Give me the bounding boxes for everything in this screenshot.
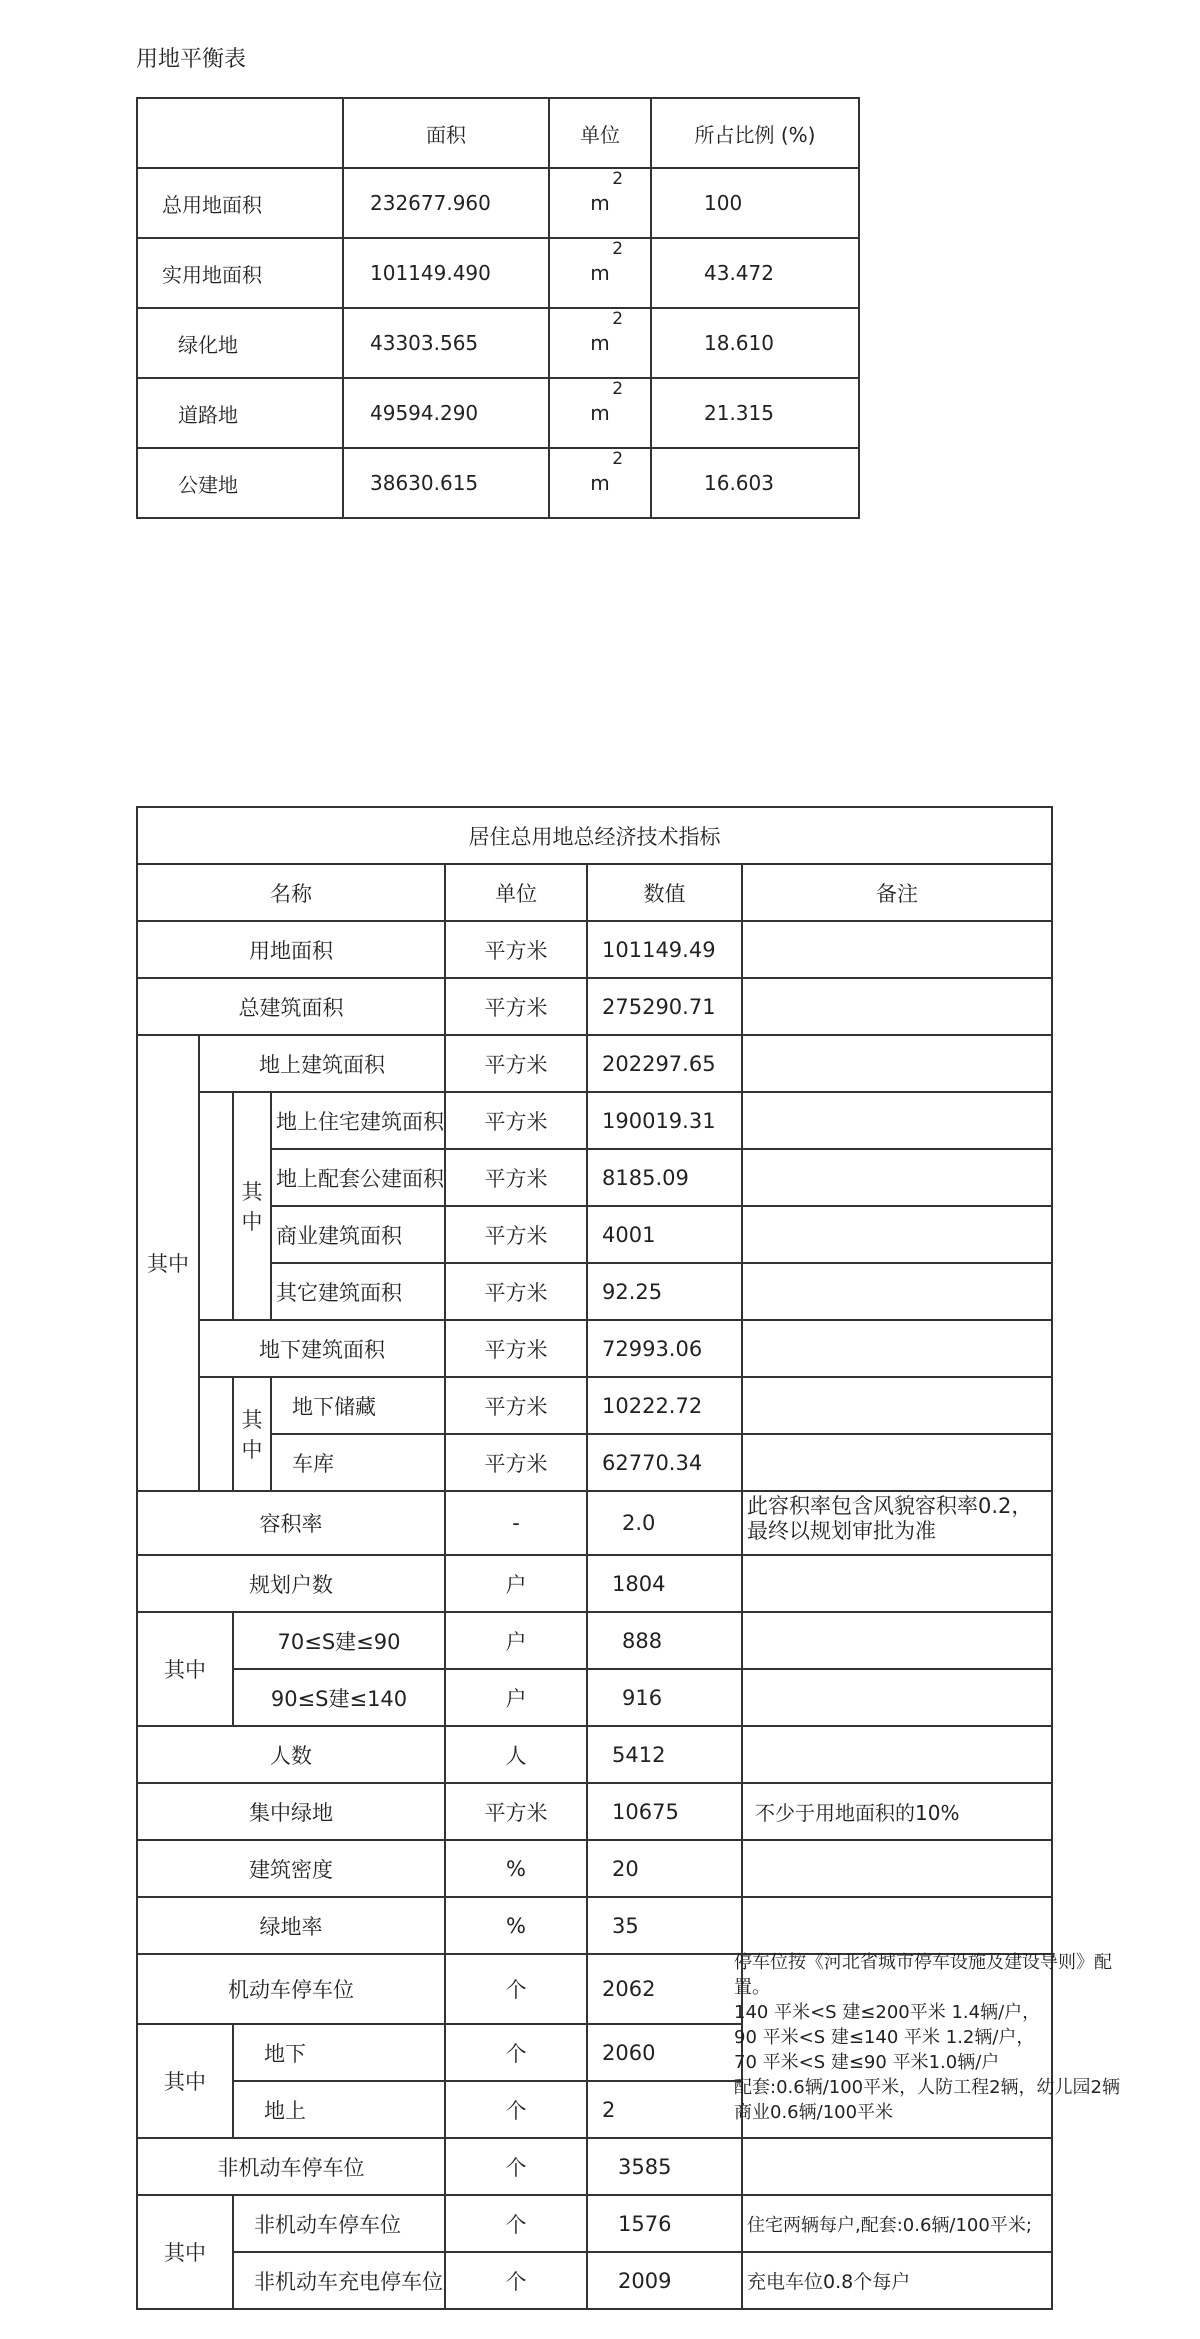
row-unit: 人 [445, 1726, 587, 1783]
row-ratio: 43.472 [651, 238, 859, 308]
row-unit: 平方米 [445, 1206, 587, 1263]
header-cell [137, 98, 343, 168]
spacer-cell [199, 1377, 233, 1491]
row-name: 实用地面积 [137, 238, 343, 308]
parking-note-line: 配套:0.6辆/100平米，人防工程2辆，幼儿园2辆 [734, 2077, 1121, 2098]
row-note [742, 1669, 1052, 1726]
row-name: 规划户数 [137, 1555, 445, 1612]
row-value: 3585 [587, 2138, 742, 2195]
header-cell: 单位 [445, 864, 587, 921]
row-value: 2060 [587, 2024, 742, 2081]
row-name: 机动车停车位 [137, 1954, 445, 2024]
row-name: 商业建筑面积 [271, 1206, 445, 1263]
table-row [137, 168, 859, 238]
row-value: 101149.49 [587, 921, 742, 978]
row-unit: m 2 [549, 308, 651, 378]
row-unit: % [445, 1840, 587, 1897]
qizhong-label: 其中 [137, 2024, 233, 2138]
row-name: 地下 [233, 2024, 445, 2081]
table-row [137, 448, 859, 518]
table-row [137, 1669, 1052, 1726]
header-cell: 单位 [549, 98, 651, 168]
row-unit: 户 [445, 1612, 587, 1669]
row-unit: m 2 [549, 448, 651, 518]
row-note: 充电车位0.8个每户 [742, 2252, 1052, 2309]
row-name: 道路地 [137, 378, 343, 448]
table-row [137, 1491, 1052, 1555]
table-row [137, 1726, 1052, 1783]
row-area: 38630.615 [343, 448, 549, 518]
table-row [137, 1377, 1052, 1434]
row-value: 10222.72 [587, 1377, 742, 1434]
row-note [742, 1555, 1052, 1612]
row-area: 101149.490 [343, 238, 549, 308]
row-note [742, 1149, 1052, 1206]
row-value: 2009 [587, 2252, 742, 2309]
row-value: 10675 [587, 1783, 742, 1840]
row-ratio: 100 [651, 168, 859, 238]
parking-note-line: 停车位按《河北省城市停车设施及建设导则》配置。 [734, 1952, 1112, 1998]
row-note [742, 1612, 1052, 1669]
row-name: 非机动车充电停车位 [233, 2252, 445, 2309]
row-ratio: 16.603 [651, 448, 859, 518]
header-cell: 面积 [343, 98, 549, 168]
row-note [742, 1263, 1052, 1320]
land-balance-title: 用地平衡表 [136, 47, 247, 72]
spacer-cell [199, 1092, 233, 1320]
row-value: 62770.34 [587, 1434, 742, 1491]
parking-note [734, 1950, 1144, 2125]
table-title-row [137, 807, 1052, 864]
row-value: 1576 [587, 2195, 742, 2252]
table-row [137, 238, 859, 308]
row-name: 绿地率 [137, 1897, 445, 1954]
parking-note-line: 90 平米<S 建≤140 平米 1.2辆/户， [734, 2027, 1035, 2048]
row-ratio: 18.610 [651, 308, 859, 378]
row-note [742, 1897, 1052, 1954]
row-unit: 平方米 [445, 1320, 587, 1377]
qizhong-label: 其中 [137, 1612, 233, 1726]
row-name: 绿化地 [137, 308, 343, 378]
row-name: 用地面积 [137, 921, 445, 978]
table-row [137, 1092, 1052, 1149]
table-row [137, 1149, 1052, 1206]
row-note: 住宅两辆每户,配套:0.6辆/100平米; [742, 2195, 1052, 2252]
row-unit: m 2 [549, 168, 651, 238]
indicators-title: 居住总用地总经济技术指标 [137, 807, 1052, 864]
row-name: 地上配套公建面积 [271, 1149, 445, 1206]
row-unit: 个 [445, 2024, 587, 2081]
row-note [742, 1434, 1052, 1491]
table-row [137, 978, 1052, 1035]
row-unit: 个 [445, 1954, 587, 2024]
row-value: 92.25 [587, 1263, 742, 1320]
row-unit: 平方米 [445, 978, 587, 1035]
row-unit: 个 [445, 2195, 587, 2252]
row-name: 90≤S建≤140 [233, 1669, 445, 1726]
table-row [137, 1840, 1052, 1897]
row-note [742, 1092, 1052, 1149]
row-value: 5412 [587, 1726, 742, 1783]
table-row [137, 1035, 1052, 1092]
header-cell: 备注 [742, 864, 1052, 921]
row-note [742, 1320, 1052, 1377]
row-unit: 个 [445, 2081, 587, 2138]
row-note [742, 2138, 1052, 2195]
row-unit: - [445, 1491, 587, 1555]
table-row [137, 1612, 1052, 1669]
row-value: 72993.06 [587, 1320, 742, 1377]
row-value: 2 [587, 2081, 742, 2138]
row-name: 建筑密度 [137, 1840, 445, 1897]
row-name: 其它建筑面积 [271, 1263, 445, 1320]
row-note: 不少于用地面积的10% [742, 1783, 1052, 1840]
qizhong-label: 其中 [137, 2195, 233, 2309]
row-name: 非机动车停车位 [233, 2195, 445, 2252]
table-header-row [137, 98, 859, 168]
row-value: 190019.31 [587, 1092, 742, 1149]
row-area: 49594.290 [343, 378, 549, 448]
header-cell: 名称 [137, 864, 445, 921]
table-row [137, 308, 859, 378]
row-value: 35 [587, 1897, 742, 1954]
row-value: 916 [587, 1669, 742, 1726]
table-row [137, 921, 1052, 978]
table-row [137, 2195, 1052, 2252]
table-row [137, 2252, 1052, 2309]
row-name: 总建筑面积 [137, 978, 445, 1035]
land-balance-table [136, 97, 860, 519]
row-value: 4001 [587, 1206, 742, 1263]
row-unit: 平方米 [445, 1377, 587, 1434]
table-row [137, 1555, 1052, 1612]
row-unit: 户 [445, 1669, 587, 1726]
header-cell: 所占比例 (%) [651, 98, 859, 168]
row-unit: 平方米 [445, 1149, 587, 1206]
row-value: 275290.71 [587, 978, 742, 1035]
row-area: 43303.565 [343, 308, 549, 378]
row-unit: 平方米 [445, 1035, 587, 1092]
row-name: 地下建筑面积 [199, 1320, 445, 1377]
row-name: 70≤S建≤90 [233, 1612, 445, 1669]
row-name: 地下储藏 [271, 1377, 445, 1434]
row-unit: 平方米 [445, 1092, 587, 1149]
row-unit: m 2 [549, 378, 651, 448]
row-unit: 平方米 [445, 1263, 587, 1320]
row-note [742, 1206, 1052, 1263]
table-header-row [137, 864, 1052, 921]
row-unit: 个 [445, 2138, 587, 2195]
table-row [137, 1897, 1052, 1954]
row-name: 非机动车停车位 [137, 2138, 445, 2195]
row-name: 总用地面积 [137, 168, 343, 238]
row-note [742, 1726, 1052, 1783]
row-note [742, 921, 1052, 978]
row-unit: 平方米 [445, 921, 587, 978]
row-value: 2.0 [587, 1491, 742, 1555]
row-unit: 平方米 [445, 1434, 587, 1491]
table-row [137, 2138, 1052, 2195]
row-unit: m 2 [549, 238, 651, 308]
row-note [742, 1377, 1052, 1434]
row-unit: 个 [445, 2252, 587, 2309]
table-row [137, 378, 859, 448]
qizhong-label: 其中 [233, 1377, 271, 1491]
row-note [742, 1840, 1052, 1897]
row-name: 地上建筑面积 [199, 1035, 445, 1092]
row-note [742, 978, 1052, 1035]
row-name: 地上 [233, 2081, 445, 2138]
row-area: 232677.960 [343, 168, 549, 238]
row-value: 1804 [587, 1555, 742, 1612]
row-note [742, 1035, 1052, 1092]
row-value: 2062 [587, 1954, 742, 2024]
parking-note-line: 70 平米<S 建≤90 平米1.0辆/户 [734, 2052, 1000, 2073]
row-value: 202297.65 [587, 1035, 742, 1092]
header-cell: 数值 [587, 864, 742, 921]
parking-note-line: 商业0.6辆/100平米 [734, 2102, 894, 2123]
row-name: 容积率 [137, 1491, 445, 1555]
row-value: 888 [587, 1612, 742, 1669]
row-value: 8185.09 [587, 1149, 742, 1206]
row-name: 集中绿地 [137, 1783, 445, 1840]
row-name: 车库 [271, 1434, 445, 1491]
row-unit: 户 [445, 1555, 587, 1612]
row-note: 此容积率包含风貌容积率0.2，最终以规划审批为准 [742, 1491, 1052, 1555]
table-row [137, 1783, 1052, 1840]
row-unit: 平方米 [445, 1783, 587, 1840]
row-unit: % [445, 1897, 587, 1954]
table-row [137, 1206, 1052, 1263]
row-name: 地上住宅建筑面积 [271, 1092, 445, 1149]
qizhong-label: 其中 [137, 1035, 199, 1491]
table-row [137, 1320, 1052, 1377]
row-name: 公建地 [137, 448, 343, 518]
row-ratio: 21.315 [651, 378, 859, 448]
row-name: 人数 [137, 1726, 445, 1783]
table-row [137, 1434, 1052, 1491]
table-row [137, 1263, 1052, 1320]
parking-note-line: 140 平米<S 建≤200平米 1.4辆/户， [734, 2002, 1041, 2023]
row-value: 20 [587, 1840, 742, 1897]
qizhong-label: 其中 [233, 1092, 271, 1320]
